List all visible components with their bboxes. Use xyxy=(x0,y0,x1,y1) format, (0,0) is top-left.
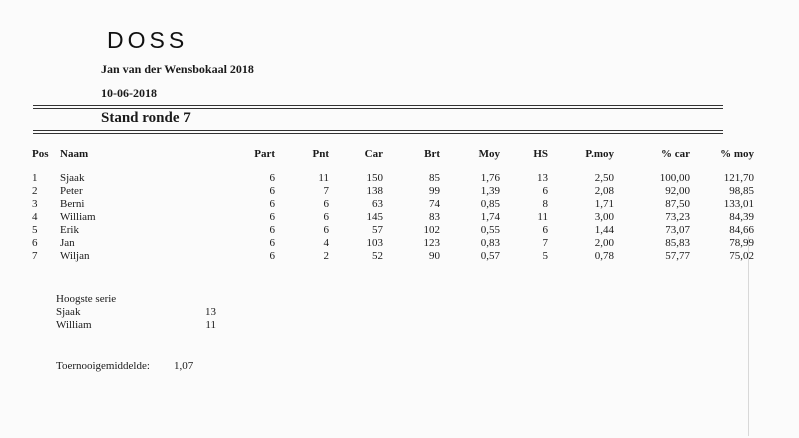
cell-part: 6 xyxy=(269,250,275,262)
table-row xyxy=(32,198,754,211)
cell-part: 6 xyxy=(269,185,275,197)
tournament-average-label: Toernooigemiddelde: xyxy=(56,360,150,372)
highest-series-entry xyxy=(56,319,216,332)
cell-pos: 5 xyxy=(32,224,38,236)
cell-pos: 6 xyxy=(32,237,38,249)
cell-pct-car: 73,07 xyxy=(665,224,690,236)
col-pct-moy: % moy xyxy=(720,148,754,160)
event-date: 10-06-2018 xyxy=(101,86,157,100)
cell-moy: 1,76 xyxy=(480,172,500,184)
cell-brt: 83 xyxy=(429,211,440,223)
cell-brt: 85 xyxy=(429,172,440,184)
col-pct-car: % car xyxy=(660,148,690,160)
cell-brt: 123 xyxy=(423,237,440,249)
cell-pct-moy: 98,85 xyxy=(729,185,754,197)
table-row xyxy=(32,185,754,198)
col-part: Part xyxy=(254,148,275,160)
cell-pos: 4 xyxy=(32,211,38,223)
tournament-average-value: 1,07 xyxy=(174,360,194,372)
cell-car: 138 xyxy=(366,185,383,197)
cell-pnt: 6 xyxy=(323,224,329,236)
table-row xyxy=(32,211,754,224)
cell-hs: 8 xyxy=(542,198,548,210)
table-row xyxy=(32,237,754,250)
tournament-average xyxy=(56,360,193,372)
cell-pmoy: 2,00 xyxy=(594,237,614,249)
col-pos: Pos xyxy=(32,148,49,160)
cell-brt: 90 xyxy=(429,250,440,262)
cell-pos: 3 xyxy=(32,198,38,210)
cell-moy: 1,39 xyxy=(480,185,500,197)
cell-pct-moy: 84,66 xyxy=(729,224,754,236)
cell-naam: Wiljan xyxy=(60,250,90,262)
cell-moy: 0,85 xyxy=(480,198,500,210)
cell-naam: Peter xyxy=(60,185,83,197)
highest-series-name: Sjaak xyxy=(56,306,81,318)
cell-car: 103 xyxy=(366,237,383,249)
cell-hs: 13 xyxy=(537,172,548,184)
divider-bottom-2 xyxy=(33,133,723,134)
cell-moy: 0,83 xyxy=(480,237,500,249)
table-header-row xyxy=(32,148,754,172)
cell-pnt: 6 xyxy=(323,211,329,223)
cell-pos: 2 xyxy=(32,185,38,197)
highest-series-name: William xyxy=(56,319,92,331)
table-row xyxy=(32,224,754,237)
cell-moy: 0,57 xyxy=(480,250,500,262)
cell-pct-moy: 133,01 xyxy=(723,198,754,210)
cell-hs: 6 xyxy=(542,224,548,236)
cell-pnt: 6 xyxy=(323,198,329,210)
cell-pmoy: 1,71 xyxy=(594,198,614,210)
cell-hs: 11 xyxy=(537,211,548,223)
col-pnt: Pnt xyxy=(312,148,329,160)
cell-moy: 1,74 xyxy=(480,211,500,223)
cell-car: 145 xyxy=(366,211,383,223)
club-logo: DOSS xyxy=(107,27,189,53)
cell-pnt: 2 xyxy=(323,250,329,262)
cell-naam: Jan xyxy=(60,237,75,249)
cell-brt: 99 xyxy=(429,185,440,197)
cell-car: 63 xyxy=(372,198,383,210)
divider-top-2 xyxy=(33,108,723,109)
event-title: Jan van der Wensbokaal 2018 xyxy=(101,62,254,76)
divider-top-1 xyxy=(33,105,723,106)
col-naam: Naam xyxy=(60,148,89,160)
highest-series xyxy=(56,293,216,332)
col-moy: Moy xyxy=(478,148,500,160)
cell-moy: 0,55 xyxy=(480,224,500,236)
cell-pmoy: 0,78 xyxy=(594,250,614,262)
cell-naam: Erik xyxy=(60,224,79,236)
highest-series-entry xyxy=(56,306,216,319)
cell-pct-moy: 121,70 xyxy=(723,172,754,184)
cell-part: 6 xyxy=(269,224,275,236)
cell-pct-car: 87,50 xyxy=(665,198,690,210)
cell-pct-moy: 84,39 xyxy=(729,211,754,223)
highest-series-value: 13 xyxy=(205,306,216,318)
cell-naam: William xyxy=(60,211,96,223)
cell-pnt: 11 xyxy=(318,172,329,184)
standings-table xyxy=(32,148,754,263)
cell-hs: 5 xyxy=(542,250,548,262)
cell-pnt: 4 xyxy=(323,237,329,249)
cell-pos: 1 xyxy=(32,172,38,184)
cell-pct-car: 85,83 xyxy=(665,237,690,249)
cell-pct-moy: 78,99 xyxy=(729,237,754,249)
cell-pct-car: 57,77 xyxy=(665,250,690,262)
col-car: Car xyxy=(364,148,383,160)
round-title: Stand ronde 7 xyxy=(101,110,191,126)
table-row xyxy=(32,250,754,263)
cell-pmoy: 3,00 xyxy=(594,211,614,223)
cell-brt: 102 xyxy=(423,224,440,236)
page-edge-line xyxy=(748,236,749,436)
cell-pos: 7 xyxy=(32,250,38,262)
cell-car: 150 xyxy=(366,172,383,184)
highest-series-title: Hoogste serie xyxy=(56,293,117,305)
cell-part: 6 xyxy=(269,237,275,249)
cell-naam: Berni xyxy=(60,198,85,210)
cell-pmoy: 2,50 xyxy=(594,172,614,184)
cell-pmoy: 2,08 xyxy=(594,185,614,197)
cell-pmoy: 1,44 xyxy=(594,224,614,236)
cell-hs: 6 xyxy=(542,185,548,197)
divider-bottom-1 xyxy=(33,130,723,131)
cell-pct-moy: 75,02 xyxy=(729,250,754,262)
cell-pnt: 7 xyxy=(323,185,329,197)
col-pmoy: P.moy xyxy=(585,148,614,160)
cell-part: 6 xyxy=(269,211,275,223)
highest-series-value: 11 xyxy=(205,319,216,331)
cell-pct-car: 100,00 xyxy=(659,172,690,184)
cell-car: 57 xyxy=(372,224,383,236)
cell-part: 6 xyxy=(269,172,275,184)
cell-car: 52 xyxy=(372,250,383,262)
table-row xyxy=(32,172,754,185)
cell-naam: Sjaak xyxy=(60,172,85,184)
cell-hs: 7 xyxy=(542,237,548,249)
cell-brt: 74 xyxy=(429,198,440,210)
cell-part: 6 xyxy=(269,198,275,210)
col-hs: HS xyxy=(533,148,548,160)
cell-pct-car: 92,00 xyxy=(665,185,690,197)
col-brt: Brt xyxy=(424,148,440,160)
cell-pct-car: 73,23 xyxy=(665,211,690,223)
